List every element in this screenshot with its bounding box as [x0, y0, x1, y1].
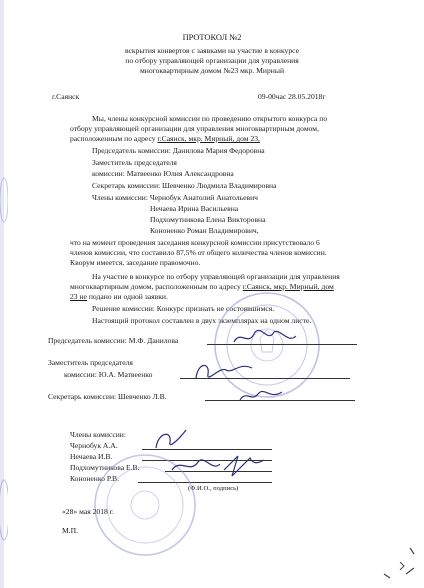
quorum-line-2: членов комиссии, что составило 87,5% от общего количества членов комиссии.	[70, 248, 327, 257]
committee-members: Члены комиссии: Чернобук Анатолий Анатольевич	[92, 193, 258, 202]
title-line-3: многоквартирным домом №23 мкр. Мирный	[139, 66, 285, 75]
committee-member-3: Подхомутникова Елена Викторовна	[150, 215, 266, 224]
committee-deputy-label: Заместитель председателя	[92, 158, 177, 167]
title-line-1: вскрытия конвертов с заявками на участие в конкурсе	[125, 46, 299, 55]
address-text: г.Саянск, мкр. Мирный, дом 23,	[157, 134, 260, 143]
footer-mp: М.П.	[62, 526, 79, 535]
document-title: ПРОТОКОЛ №2	[182, 33, 242, 42]
sign-member-4: Кононенко Р.В.	[70, 474, 119, 483]
title-line-2: по отбору управляющей организации для управления	[125, 56, 299, 65]
sign-member-3: Подхомутникова Е.В.	[70, 463, 140, 472]
document-datetime: 09-00час 28.05.2018г	[258, 92, 326, 101]
sign-member-2: Нечаева И.В.	[70, 452, 113, 461]
bids-line-3: 23 не подано ни одной заявки.	[70, 292, 168, 301]
sign-members-label: Члены комиссии:	[70, 430, 126, 439]
scan-corner-mark	[380, 544, 418, 584]
fio-note: (Ф.И.О., подпись)	[188, 485, 239, 492]
committee-secretary: Секретарь комиссии: Шевченко Людмила Владимировна	[92, 181, 277, 190]
intro-line-2: отбору управляющей организации для управления многоквартирным домом,	[70, 124, 319, 133]
bids-line-1: На участие в конкурсе по отбору управляющей организации для управления	[92, 272, 340, 281]
chair-signature	[230, 326, 300, 350]
member-1-signature	[150, 426, 190, 454]
sign-chair: Председатель комиссии: М.Ф. Данилова	[48, 336, 179, 345]
sign-member-1: Чернобук А.А.	[70, 441, 118, 450]
copies-line: Настоящий протокол составлен в двух экземплярах на одном листе.	[92, 316, 312, 325]
binding-seal-strip	[0, 0, 8, 588]
intro-line-3: расположенным по адресу г.Саянск, мкр. Мирный, дом 23,	[70, 134, 260, 143]
deputy-signature	[190, 356, 260, 386]
member-3-signature	[168, 452, 268, 480]
committee-chair: Председатель комиссии: Данилова Мария Федоровна	[92, 146, 265, 155]
committee-member-4: Кононенко Роман Владимирович,	[150, 226, 259, 235]
footer-date: «28» мая 2018 г.	[62, 507, 114, 516]
sign-deputy-label: Заместитель председателя	[48, 358, 133, 367]
decision-line: Решение комиссии: Конкурс признать не состоявшимся.	[92, 304, 275, 313]
committee-member-2: Нечаева Ирина Васильевна	[150, 204, 239, 213]
sign-secretary: Секретарь комиссии: Шевченко Л.В.	[48, 392, 167, 401]
quorum-line-1: что на момент проведения заседания конкурсной комиссии присутствовало 6	[70, 238, 320, 247]
intro-line-1: Мы, члены конкурсной комиссии по проведению открытого конкурса по	[92, 114, 328, 123]
sign-deputy: комиссии: Ю.А. Матвеенко	[64, 370, 153, 379]
quorum-line-3: Кворум имеется, заседание правомочно.	[70, 258, 201, 267]
committee-deputy: комиссии: Матвеенко Юлия Александровна	[92, 169, 234, 178]
bids-line-2: многоквартирным домом, расположенным по адресу г.Саянск, мкр. Мирный, дом	[70, 282, 334, 291]
document-place: г.Саянск	[52, 92, 80, 101]
secretary-signature	[236, 386, 286, 406]
